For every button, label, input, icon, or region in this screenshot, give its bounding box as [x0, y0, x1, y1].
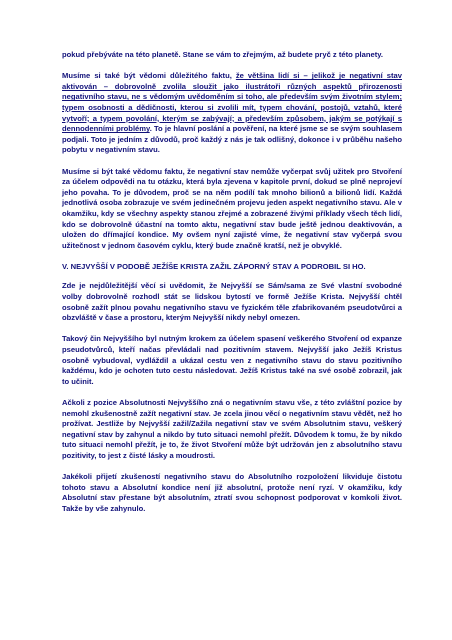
- paragraph-continuation: pokud přebýváte na této planetě. Stane se vám to zřejmým, až budete pryč z této planety.: [62, 50, 383, 59]
- paragraph-absolute-knowledge: Ačkoli z pozice Absolutnosti Nejvyššího zná o negativním stavu vše, z této zvláštní pozice by nemohl zkušenostně zažít negativní stav. Je zcela jinou věcí o negativním stavu vědět, než ho prožívat. Jestliže by Nejvyšší zažil/Zažila negativní stav ve svém Absolutnim stavu, veškerý negativní stav by zahynul a nikdo by tuto situaci nemohl přežít. Důvodem k tomu, že by nikdo tuto situaci nemohl přežít, je to, že život Stvoření může být udržován jen z absolutního stavu pozitivity, to jest z čisté lásky a moudrosti.: [62, 398, 402, 460]
- paragraph-incarnation: Zde je nejdůležitější věcí si uvědomit, že Nejvyšší se Sám/sama ze Své vlastní svobodné volby dobrovolně rozhodl stát se lidskou bytostí ve formě Ježíše Krista. Nejvyšší chtěl osobně zažít plnou povahu negativního stavu ve fyzickém těle zfabrikovaném pseudotvůrci a obzvláště v čase a prostoru, kterým Nejvyšší nikdy nebyl omezen.: [62, 281, 402, 323]
- paragraph-salvation: Takový čin Nejvyššího byl nutným krokem za účelem spasení veškerého Stvoření od expanze pseudotvůrců, kteří načas převládali nad pozitivním stavem. Nejvyšší jako Ježíš Kristus osobně vybudoval, vydláždil a ukázal cestu ven z negativního stavu do stavu pozitivního každému, kdo je ochoten tuto cestu následovat. Ježíš Kristus také na své osobě zobrazil, jak to učinit.: [62, 334, 402, 386]
- document-page: [62, 50, 402, 525]
- paragraph-mission: [62, 71, 402, 156]
- paragraph-mission-lead: Musíme si také být vědomi důležitého faktu,: [62, 71, 236, 81]
- section-heading: V. NEJVYŠŠÍ V PODOBĚ JEŽÍŠE KRISTA ZAŽIL ZÁPORNÝ STAV A PODROBIL SI HO.: [62, 261, 366, 271]
- paragraph-absolute-purity: Jakékoli přijetí zkušeností negativního stavu do Absolutního rozpoložení likviduje čistotu tohoto stavu a Absolutní kondice není již absolutní, protože není ryzí. V okamžiku, kdy Absolutní stav přestane být absolutním, ztratí svou schopnost podporovat v komkoli život. Takže by vše zahynulo.: [62, 472, 402, 513]
- paragraph-mission-tail: . To je hlavní poslání a pověření, na které jsme se se svým souhlasem podjali. Toto je jedním z důvodů, proč každý z nás je tak odlišný, dokonce i v průběhu našeho pobytu v negativním stavu.: [62, 124, 402, 155]
- underlined-passage: že většina lidí si – jelikož je negativní stav aktivován – dobrovolně zvolila sloužit jako ilustrátoři různých aspektů přirozenosti negativního stavu, ne s vědomým uvědoměním si toho, ale především svým životním stylem; typem osobnosti a dědičnosti, kterou si zvolili mít, typem chování, postojů, vztahů, které vytvoří; a typem povolání, kterým se zabývají; a především způsobem, jakým se potýkají s dennodenními problémy: [62, 71, 402, 134]
- paragraph-exhaustion: Musíme si být také vědomu faktu, že negativní stav nemůže vyčerpat svůj užitek pro Stvoření za účelem odpovědi na tu otázku, která byla zjevena v kapitole první, dokud se plně neprojeví jeho povaha. To je důvodem, proč se na něm podílí tak mnoho bilionů a bilionů lidí. Každá jednotlivá osoba zobrazuje ve svém jedinečném projevu jeden aspekt negativního stavu. Ale v okamžiku, kdy se všechny aspekty stanou zřejmé a zobrazené živými příklady všech těch lidí, kdo se dobrovolně účastní na tomto aktu, negativní stav bude ještě jednou deaktivován, a uložen do dřímající kondice. My ovšem nyní zajisté víme, že negativní stav vyčerpá svou užitečnost v jednom časovém cyklu, který bude značně kratší, než je obvyklé.: [62, 166, 402, 250]
